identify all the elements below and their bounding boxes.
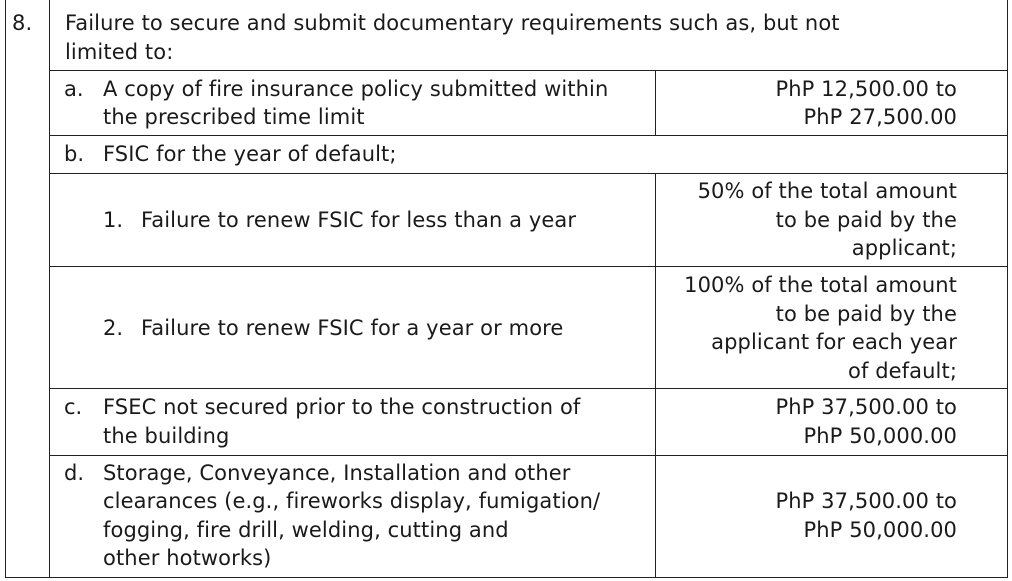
item-d-amount-line-2: PhP 50,000.00 — [803, 518, 957, 542]
row-divider-a — [49, 135, 1008, 136]
item-b-label: b. — [64, 142, 85, 166]
item-b2-amount-line-1: 100% of the total amount — [684, 273, 957, 297]
row-divider-b1 — [49, 266, 1008, 267]
item-a-label: a. — [64, 77, 84, 101]
number-column-divider — [49, 0, 50, 578]
amount-column-divider-b — [655, 173, 656, 578]
item-a-amount-line-1: PhP 12,500.00 to — [775, 77, 957, 101]
item-b2-amount-line-2: to be paid by the — [775, 302, 957, 326]
row-divider-heading — [49, 70, 1008, 71]
item-b1-text: Failure to renew FSIC for less than a year — [141, 208, 577, 232]
item-a-amount-line-2: PhP 27,500.00 — [803, 105, 957, 129]
item-b1-amount-line-1: 50% of the total amount — [697, 179, 957, 203]
item-number: 8. — [12, 11, 33, 35]
item-b2-amount-line-3: applicant for each year — [711, 330, 957, 354]
item-b2-text: Failure to renew FSIC for a year or more — [141, 316, 564, 340]
item-c-label: c. — [64, 395, 83, 419]
item-b-text: FSIC for the year of default; — [103, 142, 397, 166]
item-c-amount-line-1: PhP 37,500.00 to — [775, 395, 957, 419]
heading-line-1: Failure to secure and submit documentary requirements such as, but not — [65, 11, 840, 35]
item-a-text-line-1: A copy of fire insurance policy submitted within — [103, 77, 609, 101]
item-d-amount-line-1: PhP 37,500.00 to — [775, 489, 957, 513]
heading-line-2: limited to: — [65, 40, 174, 64]
item-b1-label: 1. — [103, 208, 124, 232]
item-d-label: d. — [64, 461, 85, 485]
item-d-text-line-4: other hotworks) — [103, 546, 272, 570]
row-divider-b — [49, 173, 1008, 174]
item-b2-label: 2. — [103, 316, 124, 340]
row-divider-c — [49, 455, 1008, 456]
table-border-left — [5, 0, 6, 578]
item-c-amount-line-2: PhP 50,000.00 — [803, 424, 957, 448]
row-divider-b2 — [49, 388, 1008, 389]
item-b2-amount-line-4: of default; — [848, 359, 957, 383]
table-border-right — [1007, 0, 1008, 578]
item-c-text-line-1: FSEC not secured prior to the construction of — [103, 395, 581, 419]
item-b1-amount-line-2: to be paid by the — [775, 208, 957, 232]
item-d-text-line-1: Storage, Conveyance, Installation and other — [103, 461, 571, 485]
table-border-bottom — [5, 577, 1008, 578]
item-a-text-line-2: the prescribed time limit — [103, 105, 365, 129]
item-c-text-line-2: the building — [103, 424, 230, 448]
item-d-text-line-3: fogging, fire drill, welding, cutting and — [103, 518, 509, 542]
item-d-text-line-2: clearances (e.g., fireworks display, fumigation/ — [103, 489, 601, 513]
amount-column-divider-a — [655, 70, 656, 136]
item-b1-amount-line-3: applicant; — [851, 236, 957, 260]
